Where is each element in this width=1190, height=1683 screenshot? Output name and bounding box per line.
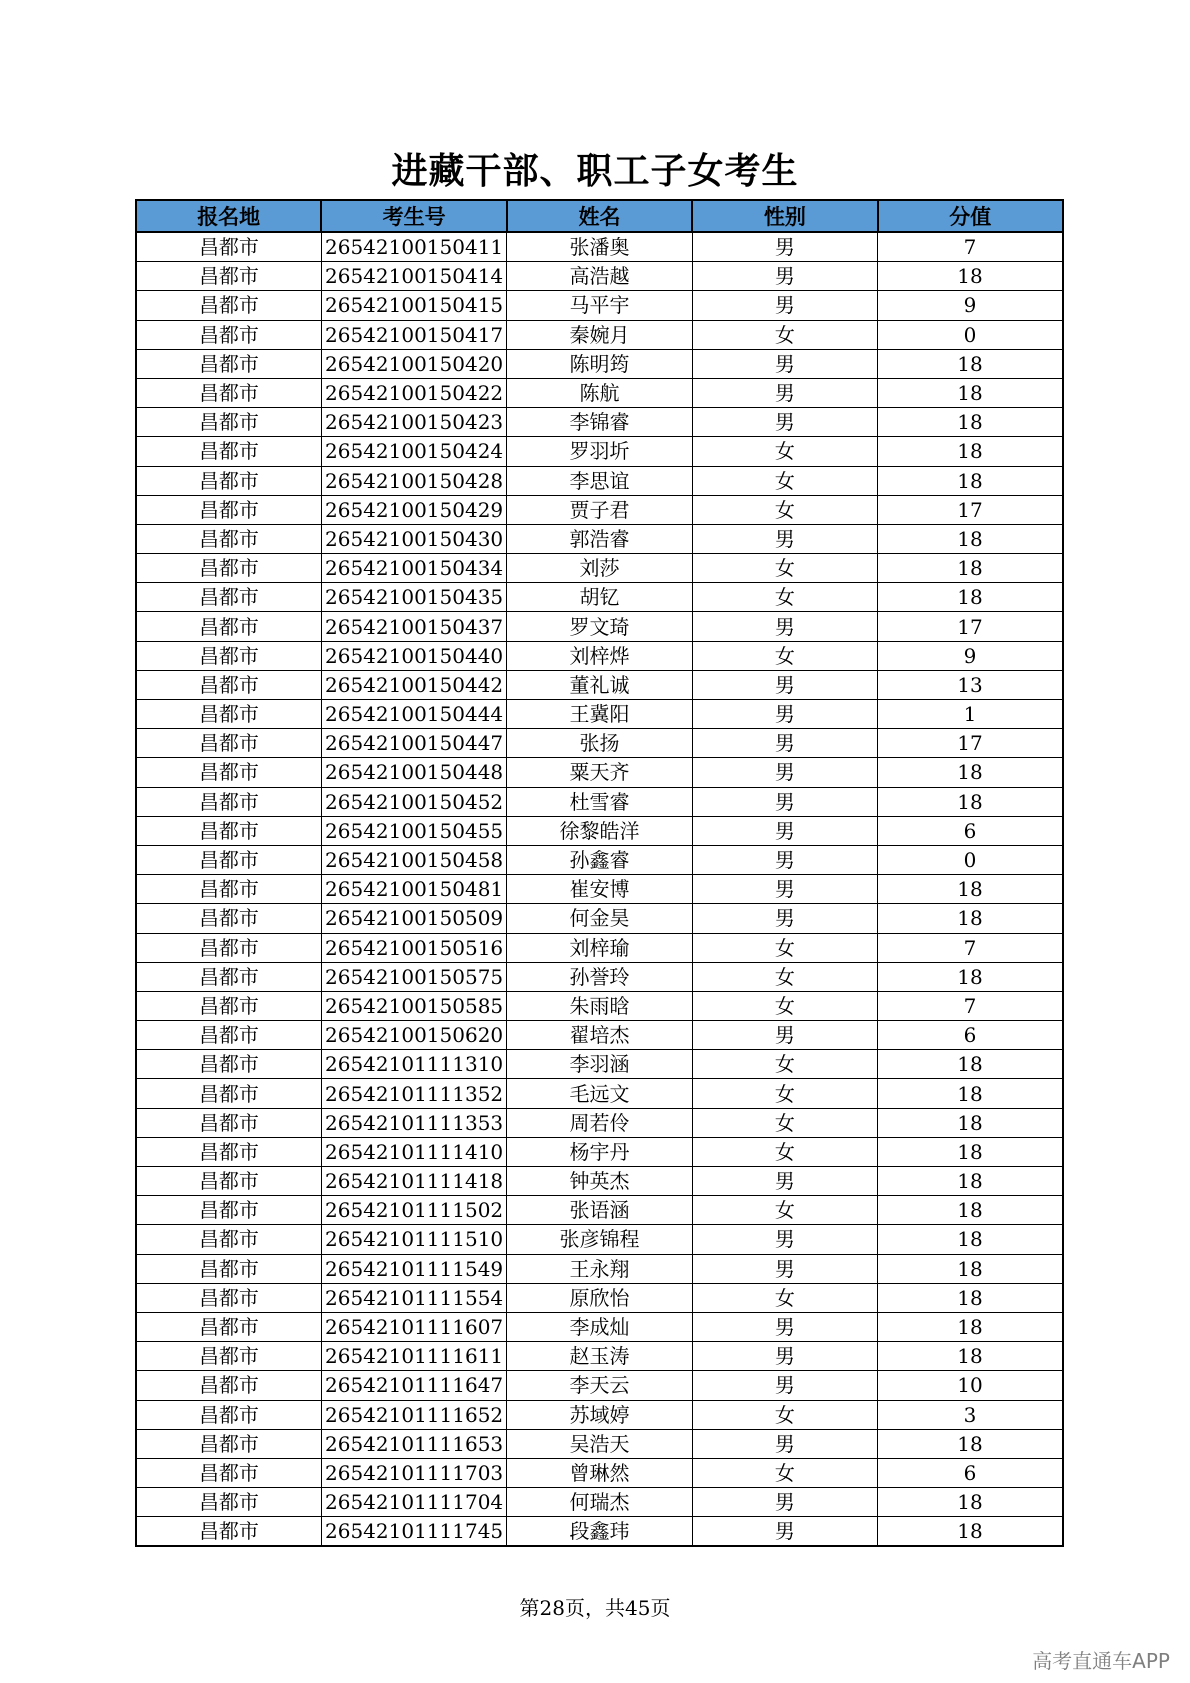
location-cell: 昌都市 [136,291,321,320]
gender-cell: 男 [692,1429,877,1458]
score-cell: 18 [878,1108,1063,1137]
table-row [136,1342,1063,1371]
score-cell: 6 [878,1021,1063,1050]
score-cell: 0 [878,320,1063,349]
score-cell: 18 [878,1167,1063,1196]
location-cell: 昌都市 [136,1429,321,1458]
name-cell: 李羽涵 [507,1050,692,1079]
gender-cell: 男 [692,291,877,320]
score-cell: 3 [878,1400,1063,1429]
table-row [136,349,1063,378]
location-cell: 昌都市 [136,262,321,291]
score-cell: 18 [878,1079,1063,1108]
gender-cell: 男 [692,1021,877,1050]
score-cell: 18 [878,1488,1063,1517]
location-cell: 昌都市 [136,641,321,670]
gender-cell: 女 [692,1196,877,1225]
table-row [136,729,1063,758]
score-cell: 18 [878,408,1063,437]
location-cell: 昌都市 [136,758,321,787]
exam-id-cell: 26542100150440 [321,641,506,670]
location-cell: 昌都市 [136,320,321,349]
exam-id-cell: 26542100150435 [321,583,506,612]
exam-id-cell: 26542100150458 [321,845,506,874]
column-header-gender: 性别 [692,200,877,232]
gender-cell: 女 [692,1108,877,1137]
location-cell: 昌都市 [136,232,321,262]
exam-id-cell: 26542100150417 [321,320,506,349]
location-cell: 昌都市 [136,1254,321,1283]
gender-cell: 女 [692,495,877,524]
table-row [136,641,1063,670]
score-cell: 13 [878,670,1063,699]
location-cell: 昌都市 [136,1079,321,1108]
header-row [136,200,1063,232]
gender-cell: 女 [692,583,877,612]
name-cell: 王冀阳 [507,700,692,729]
exam-id-cell: 26542101111353 [321,1108,506,1137]
location-cell: 昌都市 [136,1371,321,1400]
location-cell: 昌都市 [136,378,321,407]
table-row [136,1517,1063,1547]
score-cell: 18 [878,437,1063,466]
name-cell: 马平宇 [507,291,692,320]
gender-cell: 男 [692,262,877,291]
location-cell: 昌都市 [136,787,321,816]
score-cell: 18 [878,962,1063,991]
name-cell: 杜雪睿 [507,787,692,816]
name-cell: 吴浩天 [507,1429,692,1458]
table-row [136,1079,1063,1108]
name-cell: 胡钇 [507,583,692,612]
exam-id-cell: 26542100150411 [321,232,506,262]
exam-id-cell: 26542100150442 [321,670,506,699]
exam-id-cell: 26542101111653 [321,1429,506,1458]
exam-id-cell: 26542100150424 [321,437,506,466]
exam-id-cell: 26542101111549 [321,1254,506,1283]
exam-id-cell: 26542100150423 [321,408,506,437]
gender-cell: 男 [692,904,877,933]
name-cell: 罗羽圻 [507,437,692,466]
exam-id-cell: 26542101111510 [321,1225,506,1254]
gender-cell: 女 [692,962,877,991]
name-cell: 翟培杰 [507,1021,692,1050]
table-row [136,437,1063,466]
score-cell: 9 [878,641,1063,670]
gender-cell: 男 [692,845,877,874]
name-cell: 陈明筠 [507,349,692,378]
name-cell: 曾琳然 [507,1458,692,1487]
location-cell: 昌都市 [136,904,321,933]
exam-id-cell: 26542101111611 [321,1342,506,1371]
location-cell: 昌都市 [136,1312,321,1341]
exam-id-cell: 26542101111418 [321,1167,506,1196]
name-cell: 罗文琦 [507,612,692,641]
gender-cell: 女 [692,1400,877,1429]
score-cell: 18 [878,1342,1063,1371]
name-cell: 陈航 [507,378,692,407]
location-cell: 昌都市 [136,349,321,378]
exam-id-cell: 26542101111410 [321,1137,506,1166]
exam-id-cell: 26542100150509 [321,904,506,933]
exam-id-cell: 26542100150437 [321,612,506,641]
score-cell: 9 [878,291,1063,320]
name-cell: 钟英杰 [507,1167,692,1196]
page-title: 进藏干部、职工子女考生 [391,150,799,192]
location-cell: 昌都市 [136,816,321,845]
table-row [136,1196,1063,1225]
watermark: 高考直通车APP [1032,1649,1170,1673]
exam-id-cell: 26542100150434 [321,554,506,583]
name-cell: 朱雨晗 [507,991,692,1020]
gender-cell: 男 [692,758,877,787]
gender-cell: 男 [692,1488,877,1517]
score-cell: 7 [878,991,1063,1020]
table-row [136,466,1063,495]
location-cell: 昌都市 [136,1021,321,1050]
table-row [136,845,1063,874]
location-cell: 昌都市 [136,700,321,729]
exam-id-cell: 26542101111704 [321,1488,506,1517]
exam-id-cell: 26542100150430 [321,524,506,553]
gender-cell: 女 [692,933,877,962]
location-cell: 昌都市 [136,933,321,962]
table-row [136,933,1063,962]
name-cell: 苏域婷 [507,1400,692,1429]
score-cell: 17 [878,612,1063,641]
name-cell: 董礼诚 [507,670,692,699]
table-row [136,1225,1063,1254]
exam-id-cell: 26542100150455 [321,816,506,845]
column-header-location: 报名地 [136,200,321,232]
table-row [136,1371,1063,1400]
exam-id-cell: 26542101111607 [321,1312,506,1341]
location-cell: 昌都市 [136,1342,321,1371]
column-header-name: 姓名 [507,200,692,232]
gender-cell: 女 [692,1137,877,1166]
location-cell: 昌都市 [136,845,321,874]
table-row [136,320,1063,349]
gender-cell: 男 [692,816,877,845]
location-cell: 昌都市 [136,670,321,699]
gender-cell: 男 [692,524,877,553]
name-cell: 杨宇丹 [507,1137,692,1166]
location-cell: 昌都市 [136,554,321,583]
name-cell: 王永翔 [507,1254,692,1283]
location-cell: 昌都市 [136,1283,321,1312]
gender-cell: 男 [692,232,877,262]
exam-id-cell: 26542100150448 [321,758,506,787]
score-cell: 18 [878,1283,1063,1312]
location-cell: 昌都市 [136,875,321,904]
table-row [136,262,1063,291]
gender-cell: 男 [692,408,877,437]
location-cell: 昌都市 [136,583,321,612]
location-cell: 昌都市 [136,729,321,758]
gender-cell: 男 [692,670,877,699]
name-cell: 张彦锦程 [507,1225,692,1254]
location-cell: 昌都市 [136,612,321,641]
location-cell: 昌都市 [136,1050,321,1079]
table-row [136,1167,1063,1196]
gender-cell: 男 [692,378,877,407]
exam-id-cell: 26542100150422 [321,378,506,407]
table-body [136,232,1063,1546]
gender-cell: 男 [692,1312,877,1341]
exam-id-cell: 26542100150415 [321,291,506,320]
gender-cell: 女 [692,1283,877,1312]
exam-id-cell: 26542101111352 [321,1079,506,1108]
name-cell: 刘梓烨 [507,641,692,670]
score-cell: 18 [878,378,1063,407]
exam-id-cell: 26542100150585 [321,991,506,1020]
table-row [136,554,1063,583]
name-cell: 段鑫玮 [507,1517,692,1547]
name-cell: 李锦睿 [507,408,692,437]
score-cell: 18 [878,583,1063,612]
gender-cell: 男 [692,729,877,758]
gender-cell: 女 [692,466,877,495]
gender-cell: 女 [692,991,877,1020]
table-row [136,700,1063,729]
table-row [136,670,1063,699]
score-cell: 18 [878,524,1063,553]
exam-id-cell: 26542101111647 [321,1371,506,1400]
score-cell: 1 [878,700,1063,729]
table-row [136,583,1063,612]
table-row [136,612,1063,641]
gender-cell: 女 [692,641,877,670]
gender-cell: 男 [692,787,877,816]
location-cell: 昌都市 [136,962,321,991]
exam-id-cell: 26542101111745 [321,1517,506,1547]
name-cell: 张扬 [507,729,692,758]
score-cell: 18 [878,1517,1063,1547]
name-cell: 李天云 [507,1371,692,1400]
name-cell: 赵玉涛 [507,1342,692,1371]
name-cell: 崔安博 [507,875,692,904]
name-cell: 李成灿 [507,1312,692,1341]
page-number: 第28页，共45页 [519,1596,671,1620]
table-header [136,200,1063,232]
score-cell: 18 [878,787,1063,816]
name-cell: 毛远文 [507,1079,692,1108]
location-cell: 昌都市 [136,1137,321,1166]
table-row [136,1137,1063,1166]
score-cell: 18 [878,1429,1063,1458]
name-cell: 刘莎 [507,554,692,583]
exam-id-cell: 26542100150452 [321,787,506,816]
score-cell: 18 [878,1254,1063,1283]
score-cell: 18 [878,904,1063,933]
gender-cell: 男 [692,1342,877,1371]
exam-id-cell: 26542100150575 [321,962,506,991]
name-cell: 原欣怡 [507,1283,692,1312]
name-cell: 周若伶 [507,1108,692,1137]
score-cell: 6 [878,816,1063,845]
table-row [136,1429,1063,1458]
gender-cell: 男 [692,875,877,904]
score-table [135,199,1064,1547]
score-cell: 17 [878,495,1063,524]
table-row [136,1254,1063,1283]
gender-cell: 女 [692,437,877,466]
table-row [136,232,1063,262]
location-cell: 昌都市 [136,495,321,524]
table-row [136,962,1063,991]
score-cell: 7 [878,232,1063,262]
name-cell: 贾子君 [507,495,692,524]
score-cell: 0 [878,845,1063,874]
gender-cell: 男 [692,1254,877,1283]
score-cell: 18 [878,758,1063,787]
location-cell: 昌都市 [136,1196,321,1225]
location-cell: 昌都市 [136,991,321,1020]
exam-id-cell: 26542100150429 [321,495,506,524]
table-row [136,758,1063,787]
score-cell: 6 [878,1458,1063,1487]
gender-cell: 女 [692,1079,877,1108]
exam-id-cell: 26542100150481 [321,875,506,904]
table-row [136,1488,1063,1517]
exam-id-cell: 26542100150420 [321,349,506,378]
location-cell: 昌都市 [136,408,321,437]
table-row [136,1400,1063,1429]
name-cell: 张语涵 [507,1196,692,1225]
table-row [136,1050,1063,1079]
table-row [136,875,1063,904]
table-row [136,408,1063,437]
table-row [136,816,1063,845]
score-cell: 17 [878,729,1063,758]
exam-id-cell: 26542100150620 [321,1021,506,1050]
name-cell: 刘梓瑜 [507,933,692,962]
gender-cell: 女 [692,1458,877,1487]
score-cell: 18 [878,466,1063,495]
gender-cell: 女 [692,1050,877,1079]
location-cell: 昌都市 [136,437,321,466]
exam-id-cell: 26542100150414 [321,262,506,291]
table-row [136,1021,1063,1050]
name-cell: 张潘奥 [507,232,692,262]
exam-id-cell: 26542101111554 [321,1283,506,1312]
gender-cell: 男 [692,1517,877,1547]
name-cell: 何金昊 [507,904,692,933]
score-cell: 18 [878,349,1063,378]
score-cell: 10 [878,1371,1063,1400]
location-cell: 昌都市 [136,1167,321,1196]
gender-cell: 女 [692,554,877,583]
exam-id-cell: 26542101111652 [321,1400,506,1429]
table-row [136,1108,1063,1137]
name-cell: 粟天齐 [507,758,692,787]
location-cell: 昌都市 [136,1517,321,1547]
score-cell: 18 [878,262,1063,291]
exam-id-cell: 26542100150516 [321,933,506,962]
score-cell: 18 [878,554,1063,583]
score-cell: 18 [878,1225,1063,1254]
table-row [136,524,1063,553]
gender-cell: 男 [692,1167,877,1196]
gender-cell: 女 [692,320,877,349]
exam-id-cell: 26542101111703 [321,1458,506,1487]
name-cell: 郭浩睿 [507,524,692,553]
gender-cell: 男 [692,1371,877,1400]
table-row [136,991,1063,1020]
table-row [136,1283,1063,1312]
name-cell: 孙誉玲 [507,962,692,991]
gender-cell: 男 [692,612,877,641]
location-cell: 昌都市 [136,1225,321,1254]
exam-id-cell: 26542100150428 [321,466,506,495]
location-cell: 昌都市 [136,1488,321,1517]
score-cell: 18 [878,1137,1063,1166]
score-cell: 18 [878,1050,1063,1079]
exam-id-cell: 26542101111502 [321,1196,506,1225]
name-cell: 李思谊 [507,466,692,495]
location-cell: 昌都市 [136,1458,321,1487]
name-cell: 秦婉月 [507,320,692,349]
name-cell: 高浩越 [507,262,692,291]
gender-cell: 男 [692,1225,877,1254]
exam-id-cell: 26542100150444 [321,700,506,729]
score-cell: 18 [878,1196,1063,1225]
exam-id-cell: 26542100150447 [321,729,506,758]
location-cell: 昌都市 [136,1400,321,1429]
gender-cell: 男 [692,349,877,378]
score-cell: 18 [878,875,1063,904]
score-cell: 7 [878,933,1063,962]
name-cell: 何瑞杰 [507,1488,692,1517]
table-row [136,291,1063,320]
location-cell: 昌都市 [136,1108,321,1137]
table-row [136,495,1063,524]
table-row [136,904,1063,933]
table-row [136,1312,1063,1341]
table-row [136,1458,1063,1487]
column-header-exam-id: 考生号 [321,200,506,232]
exam-id-cell: 26542101111310 [321,1050,506,1079]
gender-cell: 男 [692,700,877,729]
location-cell: 昌都市 [136,524,321,553]
table-row [136,787,1063,816]
column-header-score: 分值 [878,200,1063,232]
location-cell: 昌都市 [136,466,321,495]
score-cell: 18 [878,1312,1063,1341]
name-cell: 徐黎皓洋 [507,816,692,845]
name-cell: 孙鑫睿 [507,845,692,874]
table-row [136,378,1063,407]
